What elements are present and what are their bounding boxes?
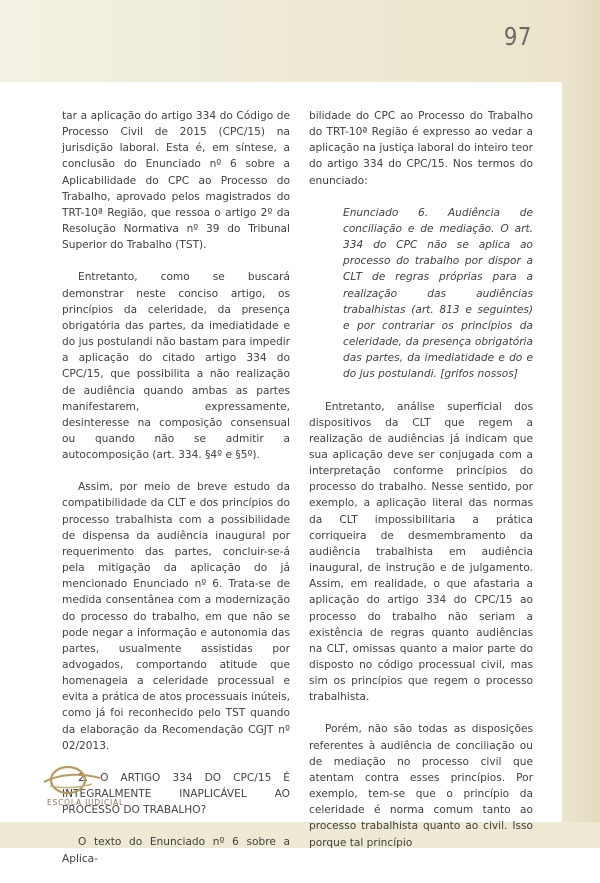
right-column (309, 108, 533, 867)
left-paragraph-1: tar a aplicação do artigo 334 do Código de Processo Civil de 2015 (CPC/15) na jurisdição laboral. Esta é, em síntese, a conclusão do Enunciado nº 6 sobre a Aplicabilidade do CPC ao Processo do Trabalho, aprovado pelos magistrados do TRT-10ª Região, que ressoa o artigo 2º da Resolução Normativa nº 39 do Tribunal Superior do Trabalho (TST). (62, 110, 290, 252)
block-quote: Enunciado 6. Audiência de conciliação e de mediação. O art. 334 do CPC não se aplica ao processo do trabalho por dispor a CLT de regras próprias para a realização das audiências trabalhistas (art. 813 e seguintes) e por contrariar os princípios da celeridade, da presença obrigatória das partes, da imediatidade e do e do jus postulandi. [grifos nossos] (343, 206, 533, 381)
right-paragraph-1: bilidade do CPC ao Processo do Trabalho do TRT-10ª Região é expresso ao vedar a aplicação na justiça laboral do inteiro teor do artigo 334 do CPC/15. Nos termos do enunciado: (309, 110, 533, 187)
right-paragraph-2: Entretanto, análise superficial dos dispositivos da CLT que regem a realização de audiências já indicam que sua aplicação deve ser conjugada com a interpretação conforme princípios do processo do trabalho. Nesse sentido, por exemplo, a aplicação literal das normas da CLT impossibilitaria a prática corriqueira de desmembramento da audiência trabalhista em audiência inaugural, de instrução e de julgamento. Assim, em realidade, o que afastaria a aplicação do artigo 334 do CPC/15 ao processo do trabalho não seriam a existência de regras quanto audiências na CLT, omissas quanto a maior parte do disposto no código processual civil, mas sim os princípios que regem o processo trabalhista. (309, 400, 533, 704)
section-heading: 2. O ARTIGO 334 DO CPC/15 É INTEGRALMENTE INAPLICÁVEL AO PROCESSO DO TRABALHO? (62, 771, 290, 817)
left-paragraph-2: Entretanto, como se buscará demonstrar neste conciso artigo, os princípios da celeridade, da presença obrigatória das partes, da imediatidade e do jus postulandi não bastam para impedir a aplicação do citado artigo 334 do CPC/15, que possibilita a não realização de audiência quando ambas as partes manifestarem, expressamente, desinteresse na composição consensual ou quando não se admitir a autocomposição (art. 334. §4º e §5º). (62, 271, 290, 462)
page-number: 97 (504, 22, 532, 51)
left-paragraph-3: Assim, por meio de breve estudo da compatibilidade da CLT e dos princípios do processo trabalhista com a possibilidade de dispensa da audiência inaugural por requerimento das partes, concluir-se-á pela mitigação da aplicação do já mencionado Enunciado nº 6. Trata-se de medida consentânea com a modernização do processo do trabalho, em que não se pode negar a informação e autonomia das partes, usualmente assistidas por advogados, comportando atitude que homenageia a celeridade processual e evita a prática de atos processuais inúteis, como já foi reconhecido pelo TST quando da elaboração da Recomendação CGJT nº 02/2013. (62, 481, 290, 752)
left-paragraph-4: O texto do Enunciado nº 6 sobre a Aplica- (62, 836, 290, 865)
logo-label: ESCOLA JUDICIAL (47, 798, 124, 807)
right-paragraph-3: Porém, não são todas as disposições referentes à audiência de conciliação ou de mediação no processo civil que atentam contra esses princípios. Por exemplo, tem-se que o princípio da celeridade é norma comum tanto ao processo trabalhista quanto ao civil. Isso porque tal princípio (309, 723, 533, 849)
right-margin-band (562, 0, 600, 848)
